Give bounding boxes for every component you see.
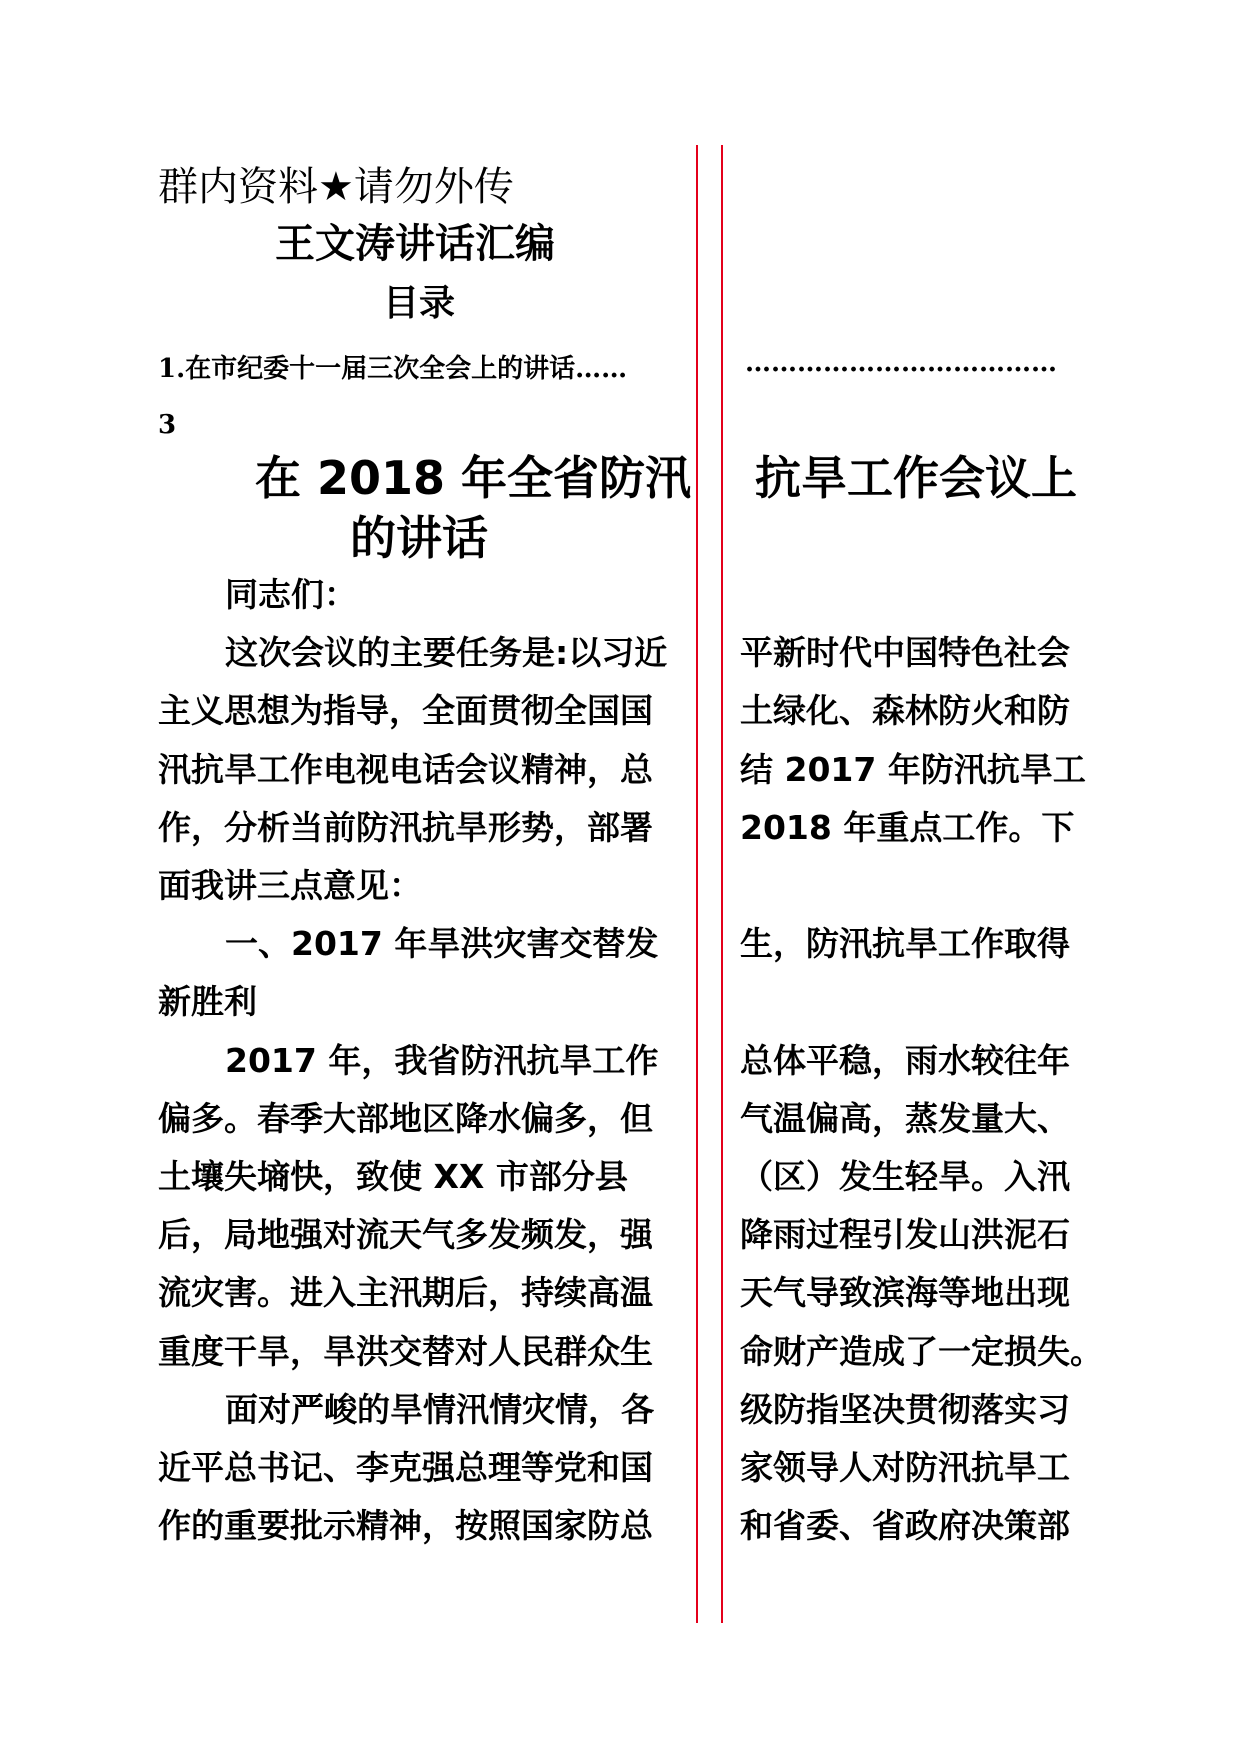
right-body-line-9: 总体平稳，雨水较往年 xyxy=(740,1040,1070,1080)
left-body-line-12: 后，局地强对流天气多发频发，强 xyxy=(158,1215,653,1255)
right-body-line-12: 降雨过程引发山洪泥石 xyxy=(740,1215,1070,1255)
speech-title-right: 抗旱工作会议上 xyxy=(755,451,1077,505)
right-body-line-5: 2018 年重点工作。下 xyxy=(740,807,1075,847)
left-body-line-13: 流灾害。进入主汛期后，持续高温 xyxy=(158,1273,653,1313)
right-body-line-11: （区）发生轻旱。入汛 xyxy=(740,1157,1070,1196)
left-body-line-1: 同志们： xyxy=(225,575,357,614)
right-body-line-15: 级防指坚决贯彻落实习 xyxy=(740,1389,1070,1429)
left-body-line-5: 作，分析当前防汛抗旱形势，部署 xyxy=(158,807,653,847)
speech-title-left-line1: 在 2018 年全省防汛 xyxy=(255,451,692,505)
left-body-line-7: 一、2017 年旱洪灾害交替发 xyxy=(225,924,659,964)
right-body-line-2: 平新时代中国特色社会 xyxy=(740,633,1070,673)
toc-entry-page: 3 xyxy=(158,410,177,440)
right-body-line-17: 和省委、省政府决策部 xyxy=(740,1506,1070,1546)
right-body-line-7: 生，防汛抗旱工作取得 xyxy=(740,924,1070,964)
speech-title-left-line2: 的讲话 xyxy=(350,511,488,565)
left-body-line-6: 面我讲三点意见： xyxy=(158,866,422,905)
toc-entry-right: ……………………………… xyxy=(745,348,1057,378)
toc-title: 目录 xyxy=(383,283,456,324)
left-body-line-3: 主义思想为指导，全面贯彻全国国 xyxy=(158,691,653,731)
header-note: 群内资料★请勿外传 xyxy=(158,164,514,210)
right-body-line-4: 结 2017 年防汛抗旱工 xyxy=(740,749,1086,789)
right-body-line-10: 气温偏高，蒸发量大、 xyxy=(740,1098,1070,1138)
left-body-line-16: 近平总书记、李克强总理等党和国 xyxy=(158,1448,653,1487)
left-body-line-11: 土壤失墒快，致使 XX 市部分县 xyxy=(158,1157,628,1196)
left-body-line-17: 作的重要批示精神，按照国家防总 xyxy=(158,1506,653,1546)
left-body-line-8: 新胜利 xyxy=(158,982,257,1022)
right-body-line-13: 天气导致滨海等地出现 xyxy=(740,1273,1070,1313)
left-body-line-2: 这次会议的主要任务是:以习近 xyxy=(225,633,668,673)
toc-entry-left: 1.在市纪委十一届三次全会上的讲话…… xyxy=(158,354,628,384)
left-body-line-4: 汛抗旱工作电视电话会议精神，总 xyxy=(158,749,653,789)
right-body-line-3: 土绿化、森林防火和防 xyxy=(740,691,1070,731)
left-body-line-15: 面对严峻的旱情汛情灾情，各 xyxy=(225,1389,654,1429)
column-divider-left xyxy=(696,145,698,1623)
right-body-line-16: 家领导人对防汛抗旱工 xyxy=(740,1448,1070,1487)
document-title: 王文涛讲话汇编 xyxy=(275,221,555,267)
left-body-line-9: 2017 年，我省防汛抗旱工作 xyxy=(225,1040,659,1080)
left-body-line-10: 偏多。春季大部地区降水偏多，但 xyxy=(158,1098,653,1138)
left-body-line-14: 重度干旱，旱洪交替对人民群众生 xyxy=(158,1331,653,1371)
right-body-line-14: 命财产造成了一定损失。 xyxy=(740,1331,1103,1371)
column-divider-right xyxy=(721,145,723,1623)
